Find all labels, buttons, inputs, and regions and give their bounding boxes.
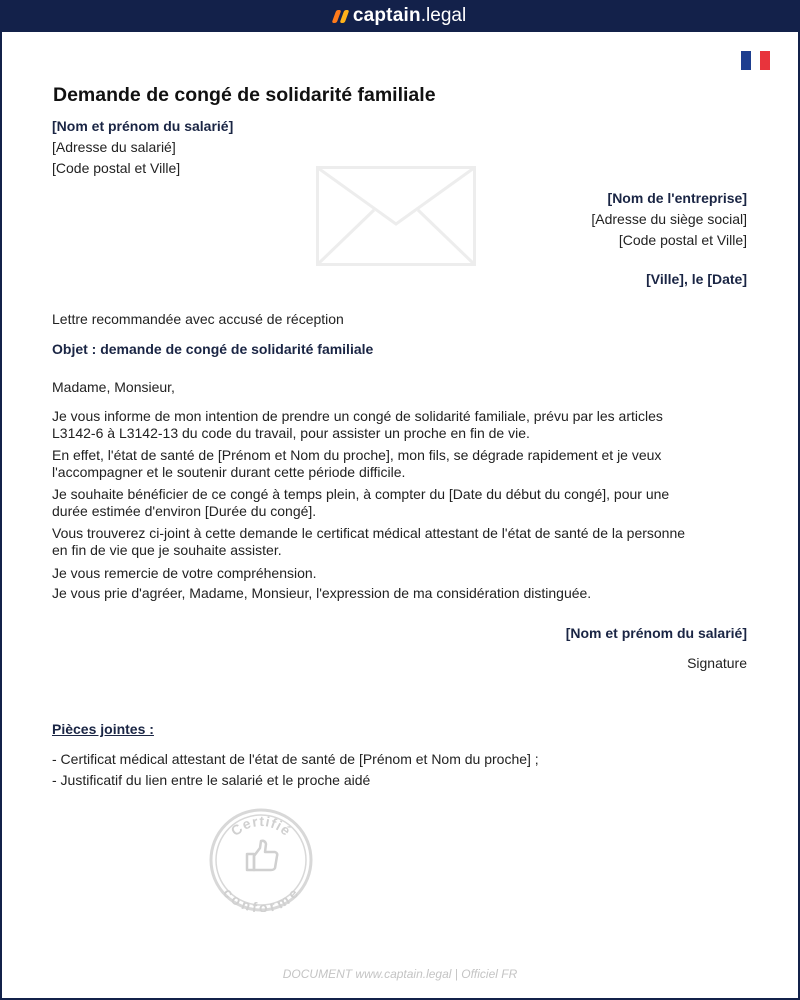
svg-text:conforme (220, 885, 302, 912)
recipient-company: [Nom de l'entreprise] (607, 190, 747, 206)
recipient-address: [Adresse du siège social] (591, 211, 747, 227)
certified-stamp-icon (207, 808, 315, 912)
logo-brand: captain (352, 5, 421, 26)
document-title: Demande de congé de solidarité familiale (53, 84, 436, 106)
paragraph-6: Je vous prie d'agréer, Madame, Monsieur, l'expression de ma considération distinguée. (52, 585, 592, 601)
stamp-bottom-text: conforme (220, 884, 302, 912)
attachments-title: Pièces jointes : (52, 721, 154, 737)
logo-tld: .legal (420, 5, 467, 26)
french-flag-icon[interactable] (741, 51, 770, 70)
attachment-item: - Justificatif du lien entre le salarié et le proche aidé (52, 772, 371, 788)
paragraph-5: Je vous remercie de votre compréhension. (52, 565, 317, 581)
paragraph-2: En effet, l'état de santé de [Prénom et Nom du proche], mon fils, se dégrade rapidement et je veux l'accompagner et le soutenir durant cette période difficile. (52, 447, 662, 480)
signature-name: [Nom et prénom du salarié] (565, 625, 747, 641)
paragraph-4: Vous trouverez ci-joint à cette demande le certificat médical attestant de l'état de santé de la personne en fin de vie que je souhaite assister. (52, 525, 686, 558)
sender-address: [Adresse du salarié] (52, 139, 176, 155)
recipient-city: [Code postal et Ville] (618, 232, 747, 248)
place-date: [Ville], le [Date] (646, 271, 747, 287)
stamp-top-text: Certifié (227, 812, 295, 840)
attachment-item: - Certificat médical attestant de l'état de santé de [Prénom et Nom du proche] ; (52, 751, 539, 767)
captain-legal-logo[interactable] (334, 5, 466, 27)
header-bar (0, 0, 800, 32)
envelope-watermark-icon (316, 166, 476, 266)
sender-city: [Code postal et Ville] (52, 160, 181, 176)
signature-label: Signature (687, 655, 747, 671)
salutation: Madame, Monsieur, (52, 379, 175, 395)
logo-mark-icon (331, 10, 349, 23)
paragraph-1: Je vous informe de mon intention de prendre un congé de solidarité familiale, prévu par les articles L3142-6 à L3142-13 du code du travail, pour assister un proche en fin de vie. (52, 408, 663, 441)
footer-text: DOCUMENT www.captain.legal | Officiel FR (282, 967, 518, 981)
delivery-mode: Lettre recommandée avec accusé de réception (52, 311, 344, 327)
sender-name: [Nom et prénom du salarié] (52, 118, 234, 134)
thumbs-up-icon (247, 841, 277, 870)
subject-line: Objet : demande de congé de solidarité familiale (52, 341, 374, 357)
paragraph-3: Je souhaite bénéficier de ce congé à temps plein, à compter du [Date du début du congé], pour une durée estimée d'environ [Durée du congé]. (52, 486, 670, 519)
